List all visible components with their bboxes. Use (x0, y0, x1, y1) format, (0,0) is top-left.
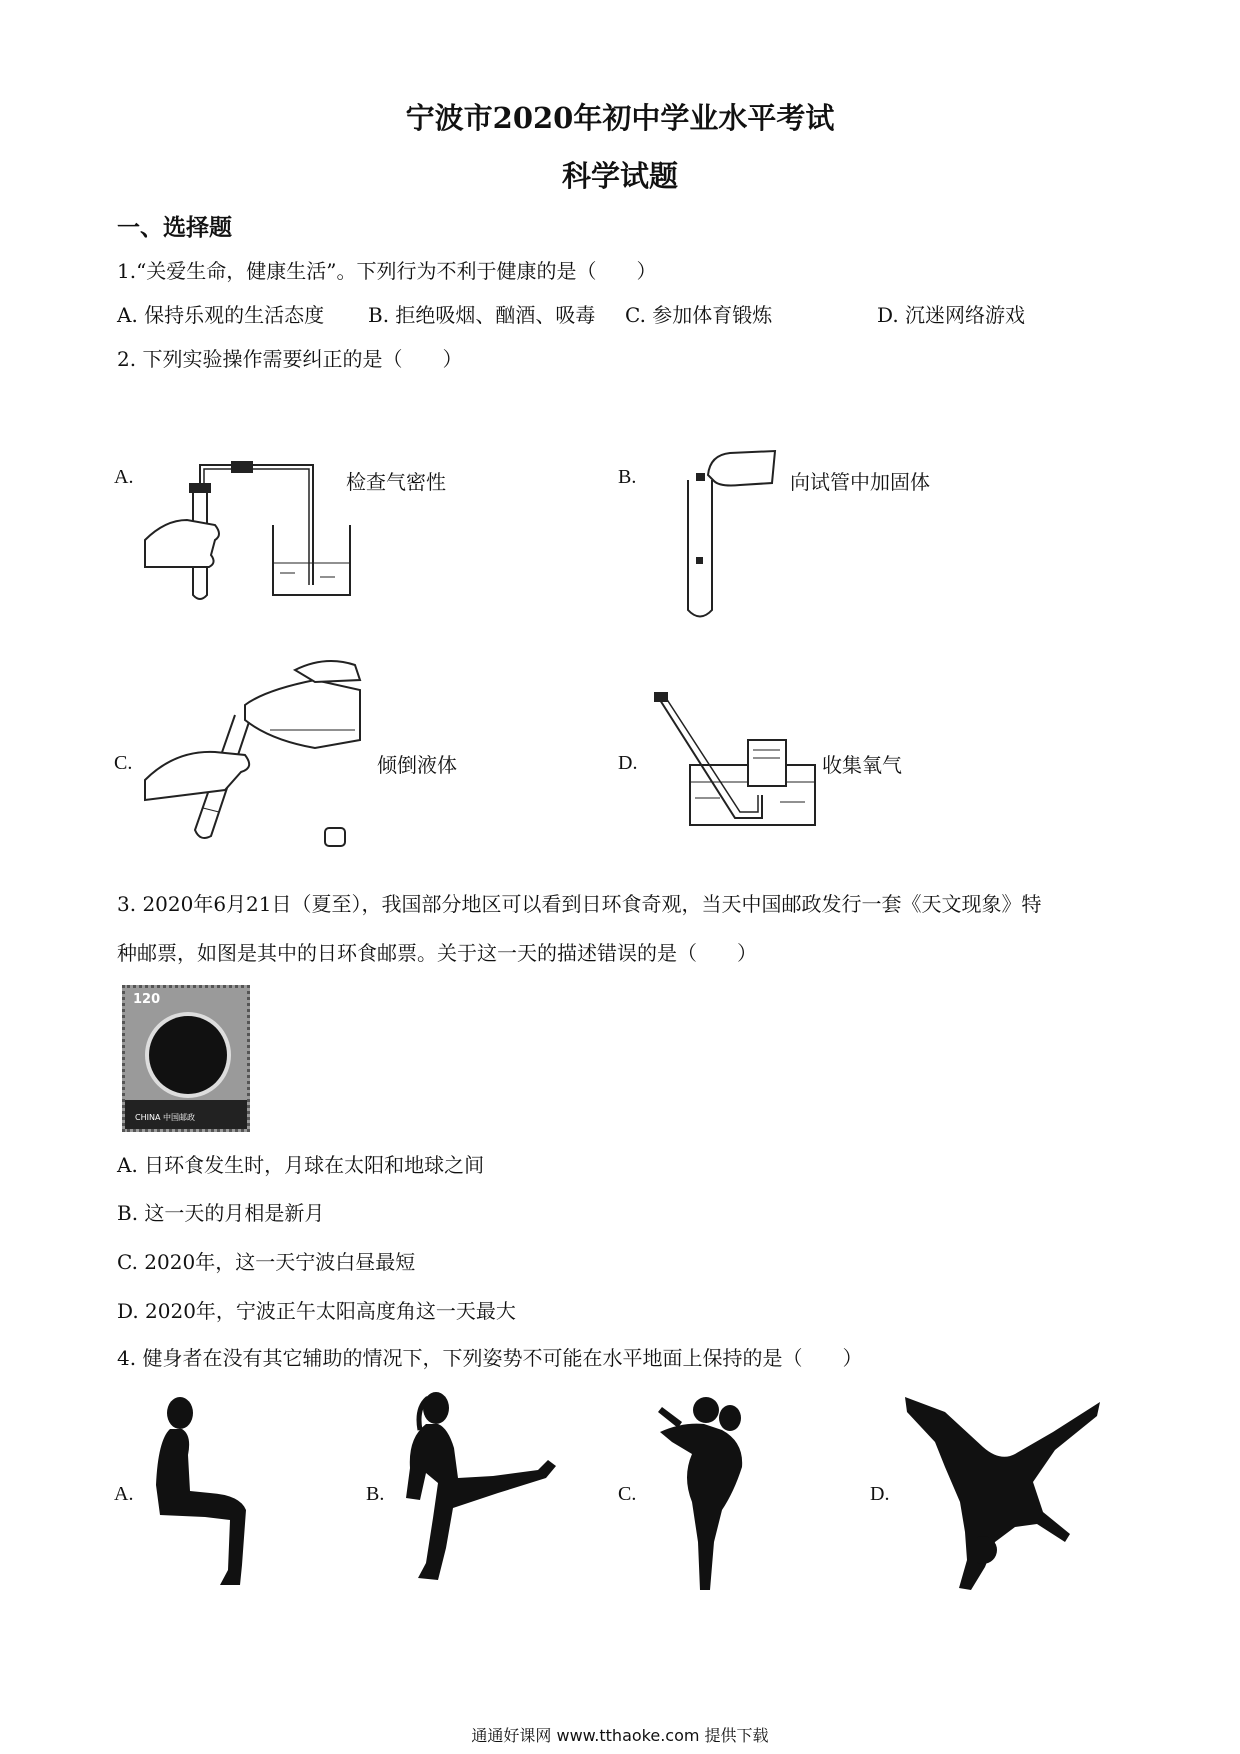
q3-option-a: A. 日环食发生时，月球在太阳和地球之间 (117, 1153, 485, 1177)
q4-label-d: D. (870, 1483, 890, 1505)
q3-stem-line2: 种邮票，如图是其中的日环食邮票。关于这一天的描述错误的是（ ） (117, 941, 757, 965)
sitting-pose-silhouette (150, 1395, 255, 1590)
stamp-brand: CHINA 中国邮政 (135, 1113, 195, 1122)
exam-subtitle: 科学试题 (561, 159, 678, 193)
q2-caption-a: 检查气密性 (346, 470, 446, 494)
q2-caption-b: 向试管中加固体 (790, 470, 930, 494)
eclipse-disc (149, 1016, 227, 1094)
q2-label-c: C. (114, 752, 133, 774)
q1-stem: 1.“关爱生命，健康生活”。下列行为不利于健康的是（ ） (117, 259, 657, 283)
q2-caption-c: 倾倒液体 (377, 753, 457, 777)
eclipse-stamp (122, 985, 250, 1132)
collect-oxygen-diagram (650, 690, 820, 830)
footer-note: 通通好课网 www.tthaoke.com 提供下载 (471, 1726, 769, 1745)
backbend-pose-silhouette (652, 1392, 772, 1592)
exam-title: 宁波市2020年初中学业水平考试 (405, 101, 835, 135)
stamp-value: 120 (133, 992, 161, 1007)
q4-label-b: B. (366, 1483, 385, 1505)
q4-label-c: C. (618, 1483, 637, 1505)
q4-stem: 4. 健身者在没有其它辅助的情况下，下列姿势不可能在水平地面上保持的是（ ） (117, 1346, 863, 1370)
high-kick-pose-silhouette (398, 1388, 563, 1593)
q2-caption-d: 收集氧气 (822, 753, 902, 777)
section-title: 一、选择题 (117, 215, 232, 241)
q2-label-d: D. (618, 752, 638, 774)
q3-option-d: D. 2020年，宁波正午太阳高度角这一天最大 (117, 1299, 516, 1323)
q1-option-c: C. 参加体育锻炼 (625, 303, 773, 327)
q2-label-b: B. (618, 466, 637, 488)
q2-stem: 2. 下列实验操作需要纠正的是（ ） (117, 347, 463, 371)
q3-stem-line1: 3. 2020年6月21日（夏至），我国部分地区可以看到日环食奇观，当天中国邮政发行一套《天文现象》特 (117, 892, 1042, 916)
q1-option-a: A. 保持乐观的生活态度 (117, 303, 325, 327)
q3-option-c: C. 2020年，这一天宁波白昼最短 (117, 1250, 416, 1274)
q4-label-a: A. (114, 1483, 134, 1505)
airtight-check-diagram (145, 455, 345, 605)
q3-option-b: B. 这一天的月相是新月 (117, 1201, 325, 1225)
pour-liquid-diagram (145, 660, 365, 850)
handstand-kick-pose-silhouette (905, 1392, 1105, 1597)
q2-label-a: A. (114, 466, 134, 488)
q1-option-d: D. 沉迷网络游戏 (877, 303, 1026, 327)
q1-option-b: B. 拒绝吸烟、酗酒、吸毒 (368, 303, 596, 327)
add-solid-diagram (680, 445, 790, 625)
